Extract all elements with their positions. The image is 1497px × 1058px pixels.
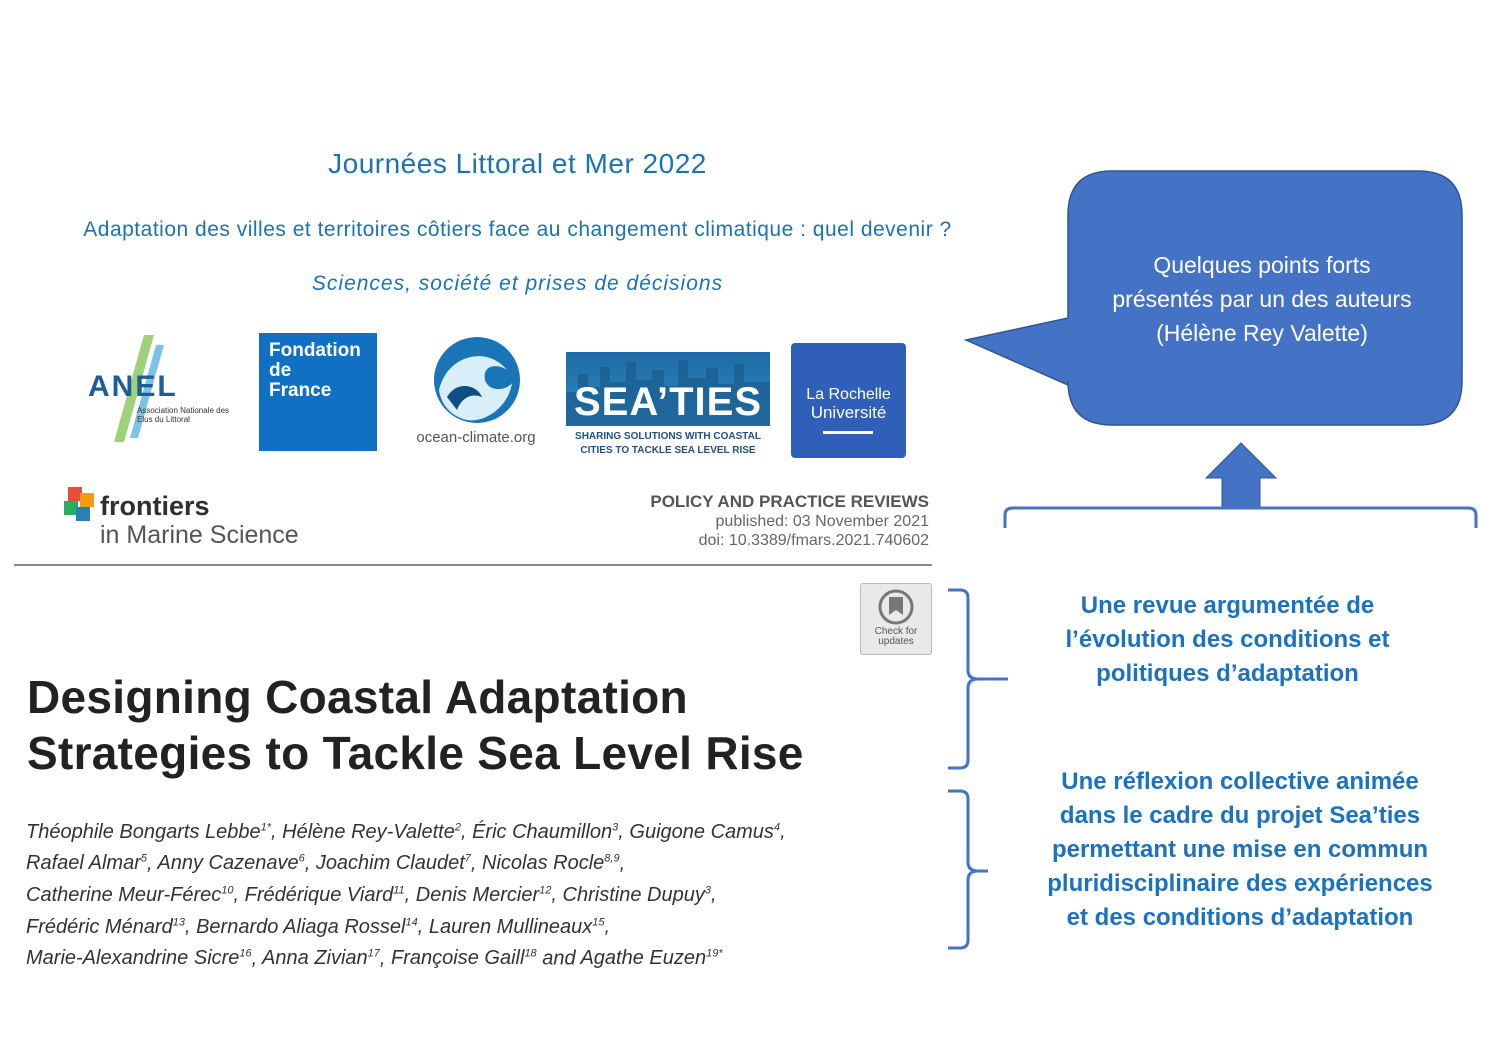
author-affiliation: 10 [221,884,234,897]
anel-subtitle: Association Nationale des Elus du Littoral [137,406,230,424]
frontiers-brand: frontiers [100,491,210,521]
author-affiliation: 4 [773,821,781,833]
author-name: Joachim Claudet [315,852,465,875]
seaties-tagline: SHARING SOLUTIONS WITH COASTAL CITIES TO TACKLE SEA LEVEL RISE [575,431,761,456]
author-affiliation: 8,9 [604,852,620,865]
journal-name: in Marine Science [100,521,299,549]
author-name: Éric Chaumillon [472,820,613,843]
author-name: Marie-Alexandrine Sicre [26,947,240,970]
author-name: Christine Dupuy [562,883,705,906]
author-affiliation: 15 [592,915,605,928]
author-name: Bernardo Aliaga Rossel [196,915,406,938]
author-name: Catherine Meur-Férec [26,883,222,906]
doi: doi: 10.3389/fmars.2021.740602 [698,532,929,549]
la-rochelle-text: La Rochelle [806,386,891,403]
seaties-name: SEA’TIES [573,380,763,424]
author-name: Anna Zivian [262,947,368,970]
author-affiliation: 14 [405,915,418,928]
up-arrow-icon [1206,443,1276,508]
brace-2 [948,791,988,948]
check-for-updates-text: Check for updates [874,626,918,647]
author-name: Nicolas Rocle [482,852,605,875]
author-affiliation: 16 [239,947,252,960]
author-affiliation: 7 [464,852,471,865]
author-affiliation: 18 [524,947,537,960]
horizontal-brace [1005,508,1476,528]
author-affiliation: 12 [539,884,552,897]
author-name: Lauren Mullineaux [428,915,593,938]
ocean-climate-text: ocean-climate.org [416,429,536,446]
paper-title: Designing Coastal Adaptation Strategies to Tackle Sea Level Rise [27,671,804,779]
author-name: Frédérique Viard [244,883,394,906]
key-point-1: Une revue argumentée de l’évolution des conditions et politiques d’adaptation [1065,592,1390,687]
author-name: Agathe Euzen [580,947,707,970]
author-affiliation: 3 [612,821,619,833]
paper-authors: Théophile Bongarts Lebbe$^{1*}$, Hélène Rey-Valette$^2$, Éric Chaumillon$^3$, Guigone Camus$^4$, Rafael Almar$^5$, Anny Cazenave$^6$, Joachim Claudet$^7$, Nicolas Rocle$^{8,9}$, Catherine Meur-Férec$^{10}$, Frédérique Viard$^{11}$, Denis Mercier$^{12}$, Christine Dupuy$^3$, Frédéric Ménard$^{13}$, Bernardo Aliaga Rossel$^{14}$, Lauren Mullineaux$^{15}$, Marie-Alexandrine Sicre$^{16}$, Anna Zivian$^{17}$, Françoise Gaill$^{18}$ and Agathe Euzen$^{19*}$ [26,820,786,970]
key-point-2: Une réflexion collective animée dans le cadre du projet Sea’ties permettant une mise en commun pluridisciplinaire des expériences et des conditions d’adaptation [1047,768,1433,931]
author-affiliation: 5 [140,852,147,865]
brace-1 [948,590,1008,768]
author-affiliation: 6 [298,852,305,865]
event-title: Journées Littoral et Mer 2022 [328,148,707,179]
event-tagline: Sciences, société et prises de décisions [311,272,724,295]
author-affiliation: 19* [706,947,723,960]
author-name: Françoise Gaill [391,947,525,970]
author-name: Frédéric Ménard [26,915,173,938]
author-affiliation: 1* [260,821,272,833]
event-subtitle: Adaptation des villes et territoires côtiers face au changement climatique : quel devenir ? [83,218,952,241]
callout-text: Quelques points forts présentés par un des auteurs (Hélène Rey Valette) [1112,252,1412,346]
author-affiliation: 17 [367,947,380,960]
article-type: POLICY AND PRACTICE REVIEWS [650,492,929,511]
anel-name: ANEL [88,370,178,403]
author-name: Guigone Camus [629,820,774,843]
author-affiliation: 13 [172,915,185,928]
author-name: Théophile Bongarts Lebbe [26,820,261,843]
author-name: Hélène Rey-Valette [282,820,455,843]
author-affiliation: 3 [704,884,711,897]
author-affiliation: 2 [454,821,461,833]
author-affiliation: 11 [393,884,405,897]
author-name: Rafael Almar [26,852,141,875]
author-name: Anny Cazenave [157,852,299,875]
author-name: Denis Mercier [415,883,540,906]
fondation-text: Fondation de France [269,340,361,401]
published-date: published: 03 November 2021 [715,513,929,530]
universite-text: Université [810,403,887,422]
